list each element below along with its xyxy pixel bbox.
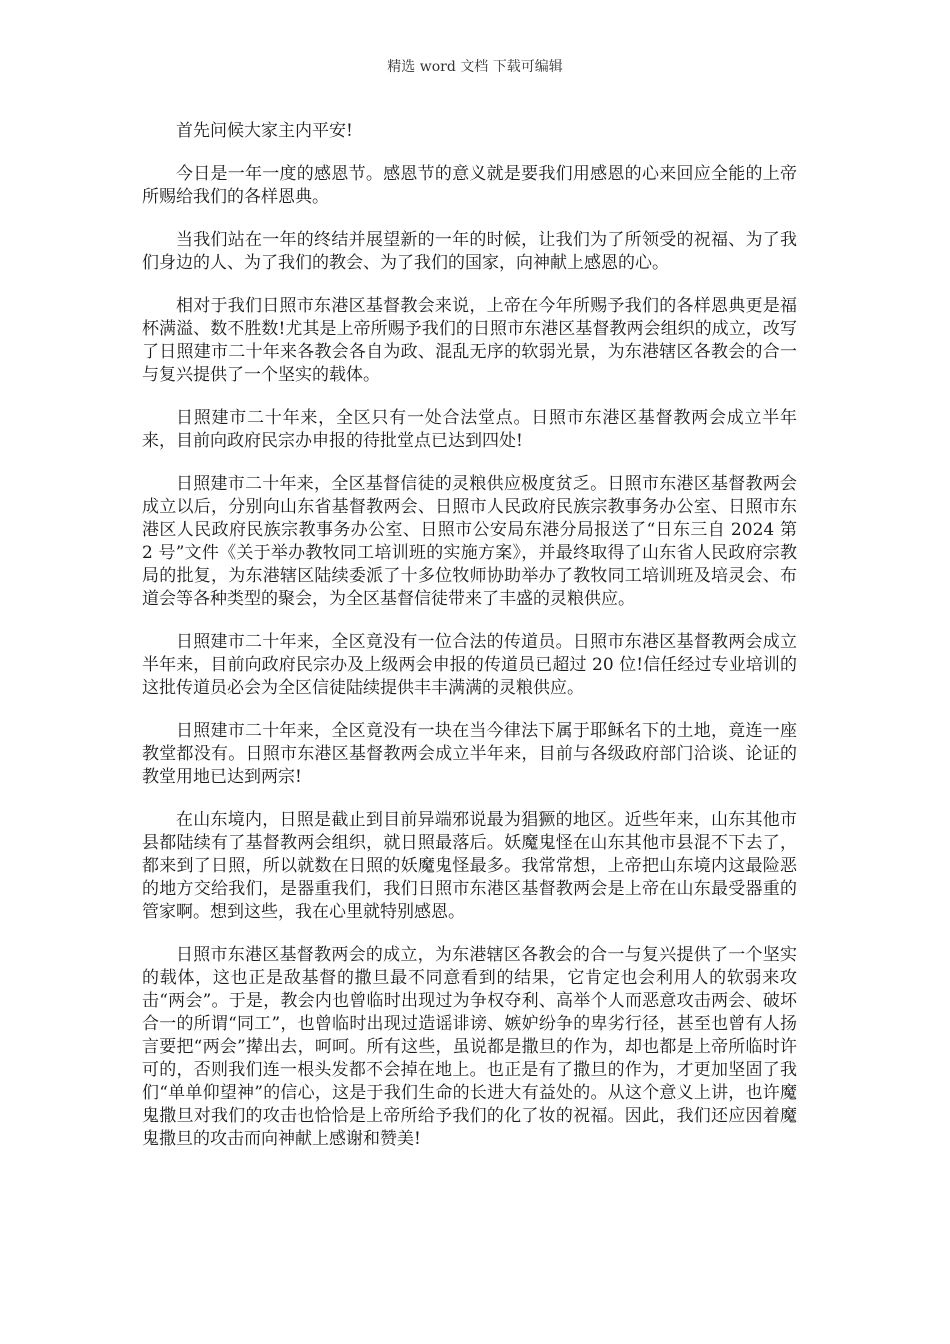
- paragraph-shandong: 在山东境内，日照是截止到目前异端邪说最为猖獗的地区。近些年来，山东其他市县都陆续有了基督教两会组织，就日照最落后。妖魔鬼怪在山东其他市县混不下去了，都来到了日照，所以就数在日照的妖魔鬼怪最多。我常常想，上帝把山东境内这最险恶的地方交给我们，是器重我们，我们日照市东港区基督教两会是上帝在山东最受器重的管家啊。想到这些，我在心里就特别感恩。: [142, 810, 797, 922]
- paragraph-thanksgiving-meaning: 今日是一年一度的感恩节。感恩节的意义就是要我们用感恩的心来回应全能的上帝所赐给我们的各样恩典。: [142, 164, 797, 207]
- paragraph-blessings: 相对于我们日照市东港区基督教会来说，上帝在今年所赐予我们的各样恩典更是福杯满溢、数不胜数!尤其是上帝所赐予我们的日照市东港区基督教两会组织的成立，改写了日照建市二十年来各教会各自为政、混乱无序的软弱光景，为东港辖区各教会的合一与复兴提供了一个坚实的载体。: [142, 296, 797, 385]
- page-header: 精选 word 文档 下载可编辑: [387, 59, 563, 75]
- paragraph-spiritual-supply: 日照建市二十年来，全区基督信徒的灵粮供应极度贫乏。日照市东港区基督教两会成立以后，分别向山东省基督教两会、日照市人民政府民族宗教事务办公室、日照市东港区人民政府民族宗教事务办公室、日照市公安局东港分局报送了“日东三自 2024 第 2 号”文件《关于举办教牧同工培训班的实施方案》，并最终取得了山东省人民政府宗教局的批复，为东港辖区陆续委派了十多位牧师协助举办了教牧同工培训班及培灵会、布道会等各种类型的聚会，为全区基督信徒带来了丰盛的灵粮供应。: [142, 474, 797, 609]
- document-body: [142, 120, 797, 1171]
- paragraph-greeting: 首先问候大家主内平安!: [176, 121, 353, 141]
- paragraph-year-end: 当我们站在一年的终结并展望新的一年的时候，让我们为了所领受的祝福、为了我们身边的人、为了我们的教会、为了我们的国家，向神献上感恩的心。: [142, 230, 797, 273]
- paragraph-land: 日照建市二十年来，全区竟没有一块在当今律法下属于耶稣名下的土地，竟连一座教堂都没有。日照市东港区基督教两会成立半年来，目前与各级政府部门洽谈、论证的教堂用地已达到两宗!: [142, 721, 797, 787]
- paragraph-preachers: 日照建市二十年来，全区竟没有一位合法的传道员。日照市东港区基督教两会成立半年来，目前向政府民宗办及上级两会申报的传道员已超过 20 位!信任经过专业培训的这批传道员必会为全区信徒陆续提供丰丰满满的灵粮供应。: [142, 632, 797, 698]
- paragraph-church-sites: 日照建市二十年来，全区只有一处合法堂点。日照市东港区基督教两会成立半年来，目前向政府民宗办申报的待批堂点已达到四处!: [142, 408, 797, 451]
- paragraph-attacks: 日照市东港区基督教两会的成立，为东港辖区各教会的合一与复兴提供了一个坚实的载体，这也正是敌基督的撒旦最不同意看到的结果，它肯定也会利用人的软弱来攻击“两会”。于是，教会内也曾临时出现过为争权夺利、高举个人而恶意攻击两会、破坏合一的所谓“同工”，也曾临时出现过造谣诽谤、嫉妒纷争的卑劣行径，甚至也曾有人扬言要把“两会”撵出去，呵呵。所有这些，虽说都是撒旦的作为，却也都是上帝所临时许可的，否则我们连一根头发都不会掉在地上。也正是有了撒旦的作为，才更加坚固了我们“单单仰望神”的信心，这是于我们生命的长进大有益处的。从这个意义上讲，也许魔鬼撒旦对我们的攻击也恰恰是上帝所给予我们的化了妆的祝福。因此，我们还应因着魔鬼撒旦的攻击而向神献上感谢和赞美!: [142, 945, 797, 1149]
